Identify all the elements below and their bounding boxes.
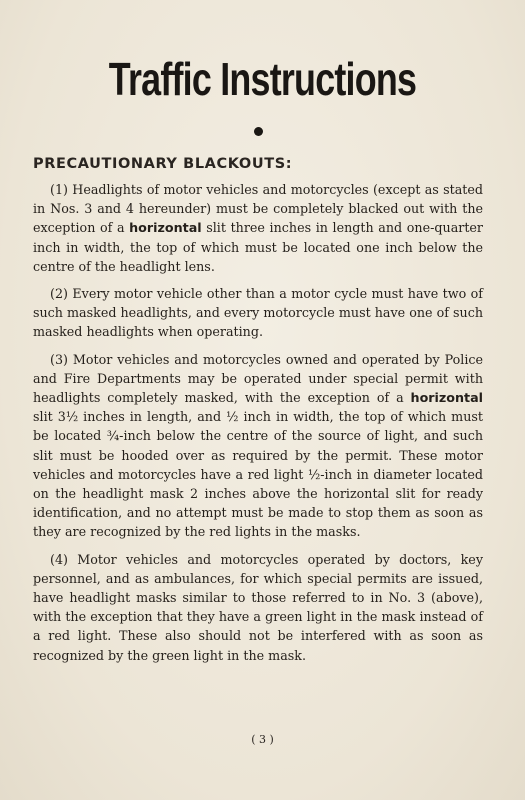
keyword-horizontal: horizontal — [129, 220, 202, 236]
paragraph-4 — [33, 550, 483, 665]
paragraph-3 — [33, 350, 483, 542]
paragraph-1-text-b: slit three inches in length and one-quarter inch in width, the top of which must be located one inch below the centre of the headlight lens. — [33, 220, 483, 274]
page-title: Traffic Instructions — [108, 53, 417, 105]
page-number: ( 3 ) — [251, 733, 274, 746]
paragraph-2 — [33, 284, 483, 342]
paragraph-1 — [33, 180, 483, 276]
body-text — [33, 180, 483, 673]
paragraph-1-text-a: (1) Headlights of motor vehicles and motorcycles (except as stated in Nos. 3 and 4 hereunder) must be completely blacked out with the exception of a — [33, 182, 483, 236]
keyword-horizontal: horizontal — [410, 390, 483, 406]
section-heading: PRECAUTIONARY BLACKOUTS: — [33, 156, 293, 172]
paragraph-4-text: (4) Motor vehicles and motorcycles operated by doctors, key personnel, and as ambulances, for which special permits are issued, have headlight masks similar to those referred to in No. 3 (above), with the exception that they have a green light in the mask instead of a red light. These also should not be interfered with as soon as recognized by the green light in the mask. — [33, 551, 483, 663]
paragraph-3-text-b: slit 3½ inches in length, and ½ inch in width, the top of which must be located ¾-inch below the centre of the source of light, and such slit must be hooded over as required by the permit. These motor vehicles and motorcycles have a red light ½-inch in diameter located on the headlight mask 2 inches above the horizontal slit for ready identification, and no attempt must be made to stop them as soon as they are recognized by the red lights in the masks. — [33, 409, 483, 540]
paragraph-2-text: (2) Every motor vehicle other than a motor cycle must have two of such masked headlights, and every motorcycle must have one of such masked headlights when operating. — [33, 286, 483, 340]
bullet-ornament — [254, 127, 263, 136]
paragraph-3-text-a: (3) Motor vehicles and motorcycles owned and operated by Police and Fire Departments may be operated under special permit with headlights completely masked, with the exception of a — [33, 351, 483, 406]
